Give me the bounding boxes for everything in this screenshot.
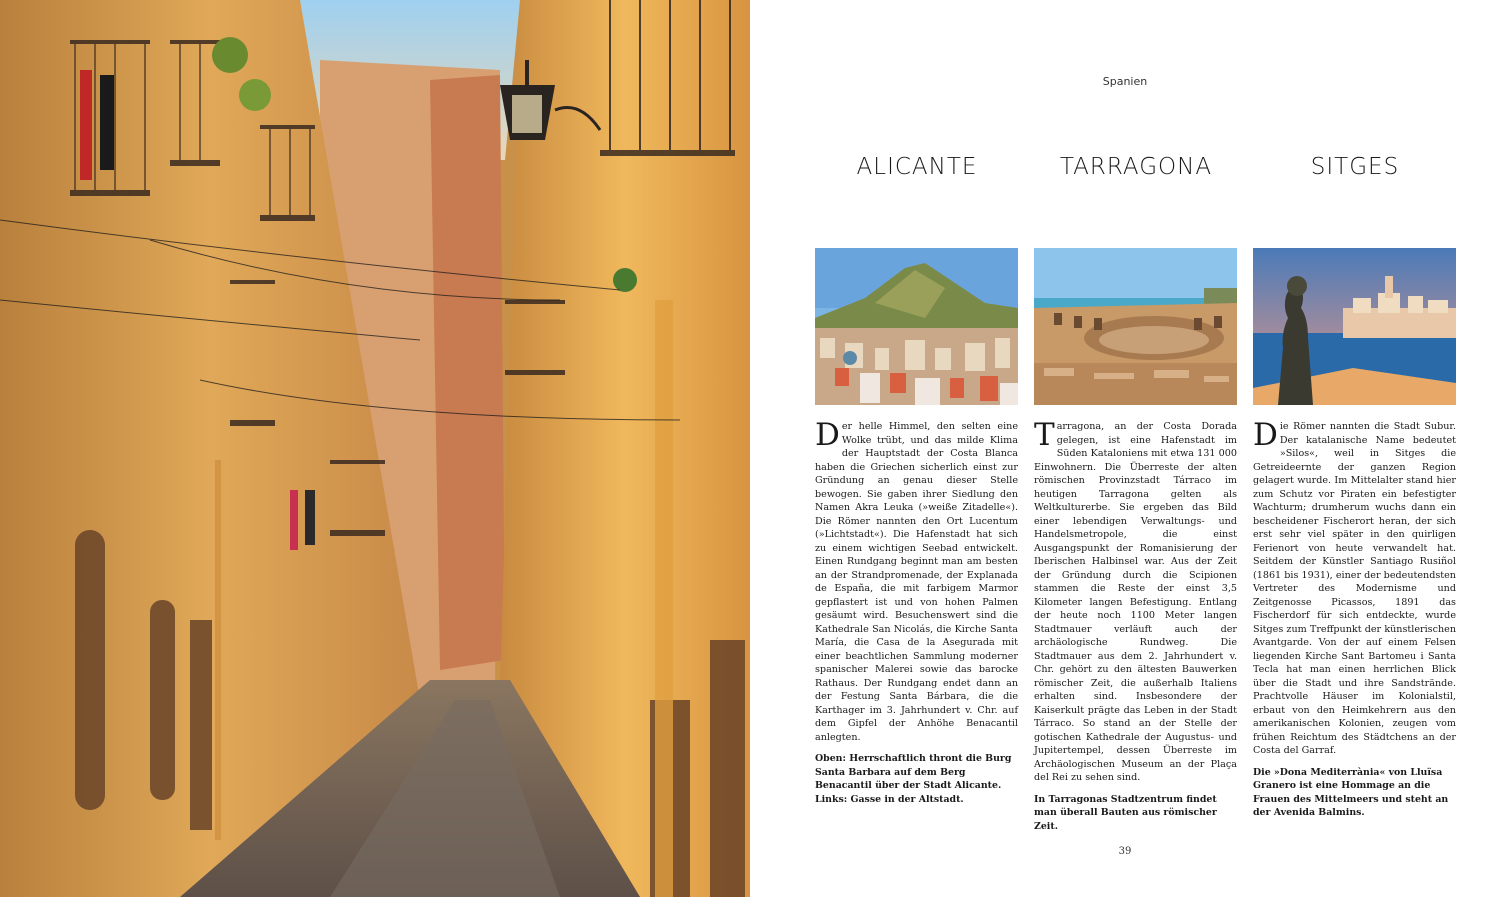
article-sitges [1253,417,1456,820]
text-page [750,0,1500,897]
dropcap: T [1034,417,1055,453]
article-body: ie Römer nannten die Stadt Subur. Der katalanische Name bedeutet »Silos«, weil in Sitges die Getreideernte der ganzen Region gelagert wurde. Im Mittelalter stand hier zum Schutz vor Piraten ein befestigter Wachturm; drumherum wuchs dann ein bescheidener Fischerort heran, der sich erst sehr viel später in den quirligen Ferienort von heute verwandelt hat. Seitdem der Künstler Santiago Rusiñol (1861 bis 1931), einer der bedeutendsten Vertreter des Modernisme und Zeitgenosse Picassos, 1891 das Fischerdorf für sich entdeckte, wurde Sitges zum Treffpunkt der künstlerischen Avantgarde. Von der auf einem Felsen liegenden Kirche Sant Bartomeu i Santa Tecla hat man einen herrlichen Blick über die Stadt und ihre Sandstrände. Prachtvolle Häuser im Kolonialstil, erbaut von den Heimkehrern aus den amerikanischen Kolonien, zeugen vom frühen Reichtum des Städtchens an der Costa del Garraf. [1253,421,1456,756]
article-alicante [815,417,1018,806]
city-title: TARRAGONA [1059,154,1213,180]
photo-caption: Oben: Herrschaftlich thront die Burg Santa Barbara auf dem Berg Benacantil über der Stadt Alicante. Links: Gasse in der Altstadt. [815,753,1012,805]
article-body: arragona, an der Costa Dorada gelegen, ist eine Hafenstadt im Süden Kataloniens mit etwa 131 000 Einwohnern. Die Überreste der alten römischen Provinzstadt Tárraco im heutigen Tarragona gelten als Weltkulturerbe. Sie ergeben das Bild einer lebendigen Verwaltungs- und Handelsmetropole, die einst Ausgangspunkt der Romanisierung der Iberischen Halbinsel war. Aus der Zeit der Gründung durch die Scipionen stammen die Reste der einst 3,5 Kilometer langen Befestigung. Entlang der heute noch 1100 Meter langen Stadtmauer verläuft auch der archäologische Rundweg. Die Stadtmauer aus dem 2. Jahrhundert v. Chr. gehört zu den ältesten Bauwerken römischer Zeit, die außerhalb Italiens erhalten sind. Insbesondere der Kaiserkult prägte das Leben in der Stadt Tárraco. So stand an der Stelle der gotischen Kathedrale der Augustus- und Jupitertempel, dessen Überreste im Archäologischen Museum an der Plaça del Rei zu sehen sind. [1034,421,1237,783]
dropcap: D [1253,417,1278,453]
city-title: ALICANTE [856,154,978,180]
photo-caption: Die »Dona Mediterrània« von Lluïsa Granero ist eine Hommage an die Frauen des Mittelmeers und steht an der Avenida Balmins. [1253,766,1449,818]
alicante-photo [815,248,1018,405]
sitges-photo [1253,248,1456,405]
tarragona-photo [1034,248,1237,405]
photo-caption: In Tarragonas Stadtzentrum findet man überall Bauten aus römischer Zeit. [1034,793,1217,832]
article-tarragona [1034,417,1237,833]
page-number: 39 [1118,846,1132,857]
running-head: Spanien [1102,75,1148,88]
city-title: SITGES [1310,154,1400,180]
article-body: er helle Himmel, den selten eine Wolke trübt, und das milde Klima der Hauptstadt der Costa Blanca haben die Griechen sicherlich einst zur Gründung an genau dieser Stelle bewogen. Sie gaben ihrer Siedlung den Namen Akra Leuka (»weiße Zitadelle«). Die Römer nannten den Ort Lucentum (»Lichtstadt«). Die Hafenstadt hat sich zu einem wichtigen Seebad entwickelt. Einen Rundgang beginnt man am besten an der Strandpromenade, der Explanada de España, die mit farbigem Marmor gepflastert ist und von hohen Palmen gesäumt wird. Besuchenswert sind die Kathedrale San Nicolás, die Kirche Santa María, die Casa de la Asegurada mit einer beachtlichen Sammlung moderner spanischer Malerei sowie das barocke Rathaus. Der Rundgang endet dann an der Festung Santa Bárbara, die die Karthager im 3. Jahrhundert v. Chr. auf dem Gipfel der Anhöhe Benacantil anlegten. [815,421,1018,743]
dropcap: D [815,417,840,453]
